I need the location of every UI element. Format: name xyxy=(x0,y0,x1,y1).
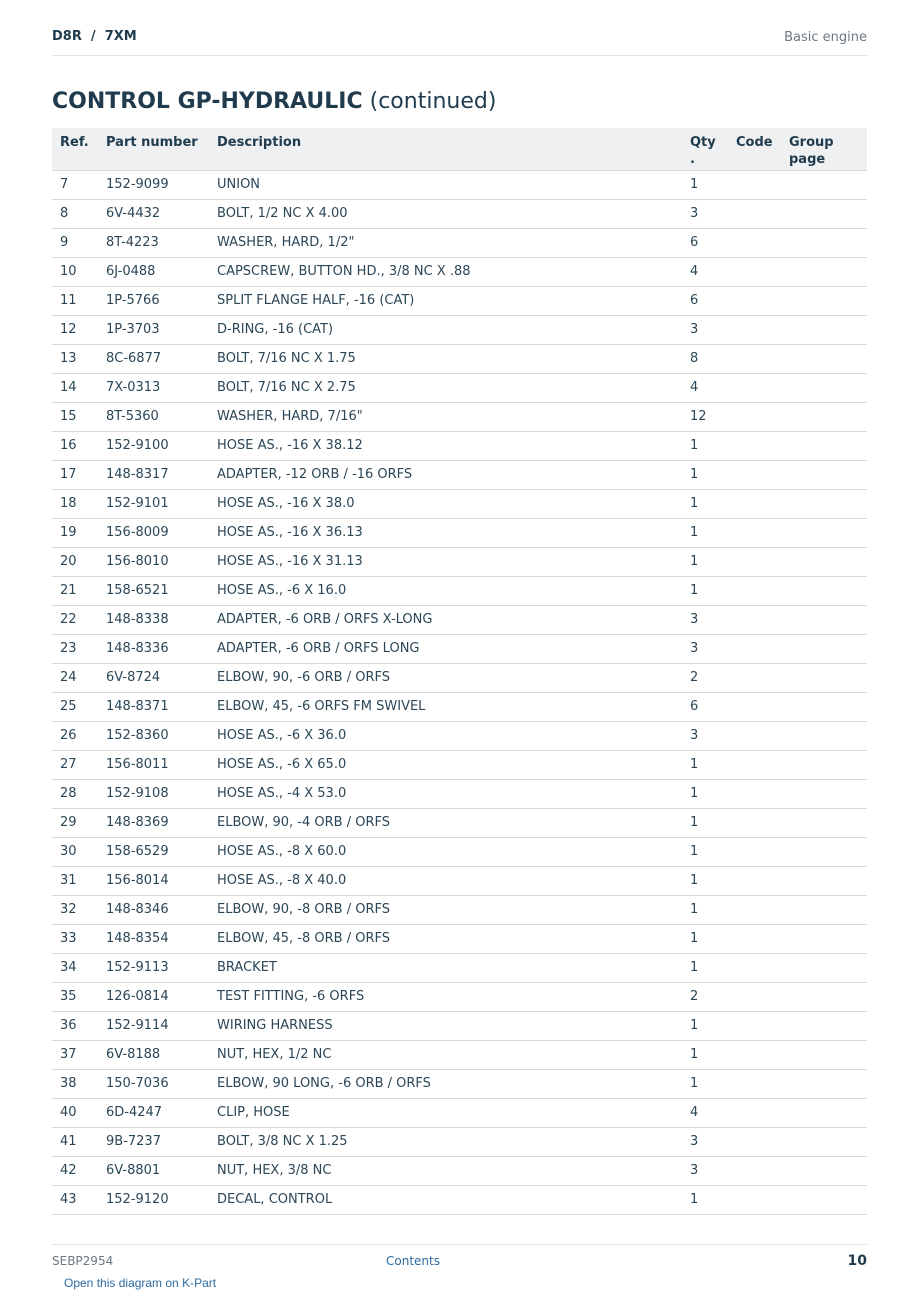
cell-description: NUT, HEX, 3/8 NC xyxy=(209,1156,682,1185)
cell-part-number: 148-8346 xyxy=(98,895,209,924)
cell-qty: 1 xyxy=(682,431,728,460)
cell-description: TEST FITTING, -6 ORFS xyxy=(209,982,682,1011)
cell-description: HOSE AS., -6 X 16.0 xyxy=(209,576,682,605)
cell-description: CAPSCREW, BUTTON HD., 3/8 NC X .88 xyxy=(209,257,682,286)
cell-ref: 30 xyxy=(52,837,98,866)
cell-ref: 25 xyxy=(52,692,98,721)
cell-code xyxy=(728,634,781,663)
cell-ref: 40 xyxy=(52,1098,98,1127)
cell-group-page xyxy=(781,866,867,895)
section-name: Basic engine xyxy=(784,30,867,45)
cell-qty: 3 xyxy=(682,634,728,663)
cell-code xyxy=(728,982,781,1011)
cell-part-number: 6V-8188 xyxy=(98,1040,209,1069)
table-row xyxy=(52,982,867,1011)
cell-code xyxy=(728,286,781,315)
cell-part-number: 156-8014 xyxy=(98,866,209,895)
contents-link[interactable]: Contents xyxy=(386,1254,440,1268)
cell-code xyxy=(728,1156,781,1185)
cell-qty: 4 xyxy=(682,1098,728,1127)
cell-qty: 1 xyxy=(682,1069,728,1098)
page-header xyxy=(52,28,867,56)
cell-qty: 3 xyxy=(682,199,728,228)
cell-ref: 11 xyxy=(52,286,98,315)
cell-ref: 36 xyxy=(52,1011,98,1040)
table-row xyxy=(52,924,867,953)
cell-part-number: 152-9113 xyxy=(98,953,209,982)
table-row xyxy=(52,779,867,808)
cell-qty: 3 xyxy=(682,1156,728,1185)
cell-ref: 33 xyxy=(52,924,98,953)
cell-group-page xyxy=(781,1040,867,1069)
cell-group-page xyxy=(781,518,867,547)
cell-ref: 41 xyxy=(52,1127,98,1156)
table-row xyxy=(52,228,867,257)
cell-qty: 6 xyxy=(682,286,728,315)
cell-qty: 1 xyxy=(682,953,728,982)
cell-qty: 1 xyxy=(682,1185,728,1214)
open-kpart-link[interactable]: Open this diagram on K-Part xyxy=(64,1276,217,1290)
table-row xyxy=(52,605,867,634)
column-header-qty: Qty . xyxy=(682,128,728,170)
cell-description: ADAPTER, -6 ORB / ORFS X-LONG xyxy=(209,605,682,634)
cell-code xyxy=(728,547,781,576)
cell-qty: 6 xyxy=(682,692,728,721)
cell-qty: 1 xyxy=(682,750,728,779)
cell-description: HOSE AS., -8 X 60.0 xyxy=(209,837,682,866)
cell-ref: 22 xyxy=(52,605,98,634)
table-row xyxy=(52,170,867,199)
cell-description: HOSE AS., -4 X 53.0 xyxy=(209,779,682,808)
cell-part-number: 8T-5360 xyxy=(98,402,209,431)
cell-code xyxy=(728,692,781,721)
cell-code xyxy=(728,199,781,228)
cell-qty: 3 xyxy=(682,605,728,634)
cell-qty: 1 xyxy=(682,1011,728,1040)
cell-group-page xyxy=(781,547,867,576)
cell-qty: 1 xyxy=(682,460,728,489)
cell-group-page xyxy=(781,1185,867,1214)
cell-code xyxy=(728,866,781,895)
cell-qty: 2 xyxy=(682,663,728,692)
cell-description: BOLT, 7/16 NC X 2.75 xyxy=(209,373,682,402)
cell-part-number: 6V-4432 xyxy=(98,199,209,228)
cell-ref: 17 xyxy=(52,460,98,489)
cell-ref: 12 xyxy=(52,315,98,344)
table-row xyxy=(52,344,867,373)
column-header-part-number: Part number xyxy=(98,128,209,170)
cell-code xyxy=(728,663,781,692)
cell-ref: 34 xyxy=(52,953,98,982)
cell-part-number: 152-8360 xyxy=(98,721,209,750)
cell-part-number: 7X-0313 xyxy=(98,373,209,402)
cell-part-number: 126-0814 xyxy=(98,982,209,1011)
cell-group-page xyxy=(781,663,867,692)
cell-code xyxy=(728,431,781,460)
cell-description: HOSE AS., -16 X 38.0 xyxy=(209,489,682,518)
cell-qty: 1 xyxy=(682,518,728,547)
page-title-main: CONTROL GP-HYDRAULIC xyxy=(52,89,363,114)
cell-part-number: 158-6521 xyxy=(98,576,209,605)
cell-part-number: 148-8336 xyxy=(98,634,209,663)
table-row xyxy=(52,634,867,663)
cell-part-number: 156-8011 xyxy=(98,750,209,779)
column-header-code: Code xyxy=(728,128,781,170)
table-row xyxy=(52,1098,867,1127)
parts-table-body xyxy=(52,170,867,1214)
cell-ref: 18 xyxy=(52,489,98,518)
cell-group-page xyxy=(781,1156,867,1185)
cell-description: BOLT, 3/8 NC X 1.25 xyxy=(209,1127,682,1156)
cell-code xyxy=(728,837,781,866)
cell-qty: 1 xyxy=(682,1040,728,1069)
cell-code xyxy=(728,808,781,837)
cell-code xyxy=(728,750,781,779)
cell-group-page xyxy=(781,170,867,199)
table-header-row xyxy=(52,128,867,170)
cell-group-page xyxy=(781,344,867,373)
cell-ref: 14 xyxy=(52,373,98,402)
cell-ref: 15 xyxy=(52,402,98,431)
table-row xyxy=(52,692,867,721)
cell-description: HOSE AS., -8 X 40.0 xyxy=(209,866,682,895)
table-row xyxy=(52,402,867,431)
cell-group-page xyxy=(781,431,867,460)
table-row xyxy=(52,1185,867,1214)
cell-ref: 26 xyxy=(52,721,98,750)
cell-group-page xyxy=(781,286,867,315)
table-row xyxy=(52,460,867,489)
table-row xyxy=(52,547,867,576)
page-title-suffix: (continued) xyxy=(369,89,497,114)
model-breadcrumb: D8R / 7XM xyxy=(52,29,137,44)
cell-part-number: 9B-7237 xyxy=(98,1127,209,1156)
document-id: SEBP2954 xyxy=(52,1254,114,1268)
table-row xyxy=(52,257,867,286)
cell-description: HOSE AS., -6 X 36.0 xyxy=(209,721,682,750)
page-footer xyxy=(52,1244,867,1275)
cell-part-number: 8T-4223 xyxy=(98,228,209,257)
cell-ref: 35 xyxy=(52,982,98,1011)
cell-code xyxy=(728,1011,781,1040)
cell-group-page xyxy=(781,373,867,402)
cell-part-number: 1P-3703 xyxy=(98,315,209,344)
cell-part-number: 150-7036 xyxy=(98,1069,209,1098)
cell-group-page xyxy=(781,808,867,837)
cell-ref: 8 xyxy=(52,199,98,228)
cell-code xyxy=(728,373,781,402)
parts-table xyxy=(52,128,867,1215)
table-row xyxy=(52,808,867,837)
cell-description: ELBOW, 45, -8 ORB / ORFS xyxy=(209,924,682,953)
cell-part-number: 152-9099 xyxy=(98,170,209,199)
cell-qty: 1 xyxy=(682,808,728,837)
table-row xyxy=(52,750,867,779)
cell-code xyxy=(728,721,781,750)
cell-part-number: 158-6529 xyxy=(98,837,209,866)
page-number: 10 xyxy=(847,1253,867,1269)
cell-code xyxy=(728,924,781,953)
cell-part-number: 6J-0488 xyxy=(98,257,209,286)
cell-qty: 1 xyxy=(682,576,728,605)
cell-group-page xyxy=(781,257,867,286)
cell-code xyxy=(728,344,781,373)
cell-code xyxy=(728,1185,781,1214)
cell-description: ADAPTER, -12 ORB / -16 ORFS xyxy=(209,460,682,489)
table-row xyxy=(52,373,867,402)
cell-ref: 43 xyxy=(52,1185,98,1214)
cell-group-page xyxy=(781,779,867,808)
cell-code xyxy=(728,402,781,431)
cell-ref: 32 xyxy=(52,895,98,924)
cell-description: WASHER, HARD, 1/2" xyxy=(209,228,682,257)
cell-description: BRACKET xyxy=(209,953,682,982)
cell-qty: 1 xyxy=(682,489,728,518)
table-row xyxy=(52,1040,867,1069)
cell-code xyxy=(728,518,781,547)
cell-description: UNION xyxy=(209,170,682,199)
cell-qty: 8 xyxy=(682,344,728,373)
column-header-ref: Ref. xyxy=(52,128,98,170)
cell-code xyxy=(728,228,781,257)
cell-group-page xyxy=(781,315,867,344)
cell-part-number: 152-9100 xyxy=(98,431,209,460)
table-row xyxy=(52,489,867,518)
cell-description: NUT, HEX, 1/2 NC xyxy=(209,1040,682,1069)
cell-code xyxy=(728,779,781,808)
cell-qty: 1 xyxy=(682,895,728,924)
cell-ref: 23 xyxy=(52,634,98,663)
cell-part-number: 156-8010 xyxy=(98,547,209,576)
cell-part-number: 152-9114 xyxy=(98,1011,209,1040)
cell-description: CLIP, HOSE xyxy=(209,1098,682,1127)
cell-description: HOSE AS., -16 X 31.13 xyxy=(209,547,682,576)
cell-code xyxy=(728,1069,781,1098)
cell-ref: 31 xyxy=(52,866,98,895)
cell-group-page xyxy=(781,402,867,431)
table-row xyxy=(52,1156,867,1185)
cell-code xyxy=(728,460,781,489)
table-row xyxy=(52,895,867,924)
cell-qty: 12 xyxy=(682,402,728,431)
cell-code xyxy=(728,605,781,634)
table-row xyxy=(52,837,867,866)
cell-description: ELBOW, 90, -8 ORB / ORFS xyxy=(209,895,682,924)
cell-group-page xyxy=(781,576,867,605)
cell-qty: 3 xyxy=(682,721,728,750)
cell-ref: 42 xyxy=(52,1156,98,1185)
cell-description: BOLT, 7/16 NC X 1.75 xyxy=(209,344,682,373)
cell-part-number: 148-8371 xyxy=(98,692,209,721)
table-row xyxy=(52,199,867,228)
table-row xyxy=(52,663,867,692)
cell-group-page xyxy=(781,982,867,1011)
cell-code xyxy=(728,895,781,924)
cell-description: HOSE AS., -16 X 36.13 xyxy=(209,518,682,547)
cell-qty: 3 xyxy=(682,315,728,344)
cell-description: HOSE AS., -16 X 38.12 xyxy=(209,431,682,460)
cell-part-number: 148-8317 xyxy=(98,460,209,489)
cell-description: ELBOW, 45, -6 ORFS FM SWIVEL xyxy=(209,692,682,721)
cell-ref: 13 xyxy=(52,344,98,373)
cell-description: BOLT, 1/2 NC X 4.00 xyxy=(209,199,682,228)
table-row xyxy=(52,576,867,605)
cell-qty: 1 xyxy=(682,547,728,576)
cell-part-number: 152-9120 xyxy=(98,1185,209,1214)
cell-part-number: 6D-4247 xyxy=(98,1098,209,1127)
cell-group-page xyxy=(781,721,867,750)
cell-ref: 9 xyxy=(52,228,98,257)
cell-group-page xyxy=(781,634,867,663)
cell-group-page xyxy=(781,953,867,982)
cell-group-page xyxy=(781,460,867,489)
cell-part-number: 148-8338 xyxy=(98,605,209,634)
cell-description: ELBOW, 90 LONG, -6 ORB / ORFS xyxy=(209,1069,682,1098)
cell-description: WASHER, HARD, 7/16" xyxy=(209,402,682,431)
table-row xyxy=(52,1011,867,1040)
cell-code xyxy=(728,315,781,344)
cell-ref: 27 xyxy=(52,750,98,779)
table-row xyxy=(52,518,867,547)
cell-qty: 1 xyxy=(682,924,728,953)
cell-qty: 1 xyxy=(682,170,728,199)
cell-code xyxy=(728,489,781,518)
cell-code xyxy=(728,1040,781,1069)
cell-ref: 38 xyxy=(52,1069,98,1098)
cell-ref: 20 xyxy=(52,547,98,576)
cell-qty: 6 xyxy=(682,228,728,257)
cell-qty: 1 xyxy=(682,866,728,895)
page-title xyxy=(52,89,496,114)
cell-part-number: 8C-6877 xyxy=(98,344,209,373)
cell-description: DECAL, CONTROL xyxy=(209,1185,682,1214)
cell-qty: 3 xyxy=(682,1127,728,1156)
table-row xyxy=(52,953,867,982)
cell-part-number: 152-9101 xyxy=(98,489,209,518)
cell-group-page xyxy=(781,692,867,721)
cell-qty: 1 xyxy=(682,837,728,866)
column-header-description: Description xyxy=(209,128,682,170)
cell-part-number: 148-8369 xyxy=(98,808,209,837)
cell-group-page xyxy=(781,1098,867,1127)
cell-code xyxy=(728,257,781,286)
cell-group-page xyxy=(781,1127,867,1156)
table-row xyxy=(52,315,867,344)
cell-part-number: 152-9108 xyxy=(98,779,209,808)
cell-part-number: 148-8354 xyxy=(98,924,209,953)
cell-description: ADAPTER, -6 ORB / ORFS LONG xyxy=(209,634,682,663)
table-row xyxy=(52,1127,867,1156)
cell-part-number: 1P-5766 xyxy=(98,286,209,315)
cell-description: ELBOW, 90, -6 ORB / ORFS xyxy=(209,663,682,692)
cell-part-number: 156-8009 xyxy=(98,518,209,547)
cell-group-page xyxy=(781,837,867,866)
cell-ref: 24 xyxy=(52,663,98,692)
cell-ref: 7 xyxy=(52,170,98,199)
table-row xyxy=(52,431,867,460)
cell-code xyxy=(728,170,781,199)
cell-description: SPLIT FLANGE HALF, -16 (CAT) xyxy=(209,286,682,315)
cell-group-page xyxy=(781,228,867,257)
cell-code xyxy=(728,576,781,605)
cell-ref: 19 xyxy=(52,518,98,547)
cell-qty: 2 xyxy=(682,982,728,1011)
cell-description: ELBOW, 90, -4 ORB / ORFS xyxy=(209,808,682,837)
cell-qty: 1 xyxy=(682,779,728,808)
cell-qty: 4 xyxy=(682,373,728,402)
cell-description: D-RING, -16 (CAT) xyxy=(209,315,682,344)
table-row xyxy=(52,286,867,315)
cell-group-page xyxy=(781,924,867,953)
table-row xyxy=(52,866,867,895)
table-row xyxy=(52,1069,867,1098)
cell-ref: 16 xyxy=(52,431,98,460)
cell-group-page xyxy=(781,1011,867,1040)
cell-ref: 29 xyxy=(52,808,98,837)
cell-group-page xyxy=(781,1069,867,1098)
cell-description: HOSE AS., -6 X 65.0 xyxy=(209,750,682,779)
cell-qty: 4 xyxy=(682,257,728,286)
column-header-group-page: Group page xyxy=(781,128,867,170)
cell-ref: 28 xyxy=(52,779,98,808)
cell-part-number: 6V-8801 xyxy=(98,1156,209,1185)
cell-code xyxy=(728,953,781,982)
cell-description: WIRING HARNESS xyxy=(209,1011,682,1040)
cell-group-page xyxy=(781,895,867,924)
cell-group-page xyxy=(781,605,867,634)
cell-part-number: 6V-8724 xyxy=(98,663,209,692)
cell-code xyxy=(728,1098,781,1127)
cell-group-page xyxy=(781,199,867,228)
table-row xyxy=(52,721,867,750)
cell-ref: 37 xyxy=(52,1040,98,1069)
cell-group-page xyxy=(781,489,867,518)
cell-group-page xyxy=(781,750,867,779)
cell-ref: 21 xyxy=(52,576,98,605)
cell-ref: 10 xyxy=(52,257,98,286)
cell-code xyxy=(728,1127,781,1156)
